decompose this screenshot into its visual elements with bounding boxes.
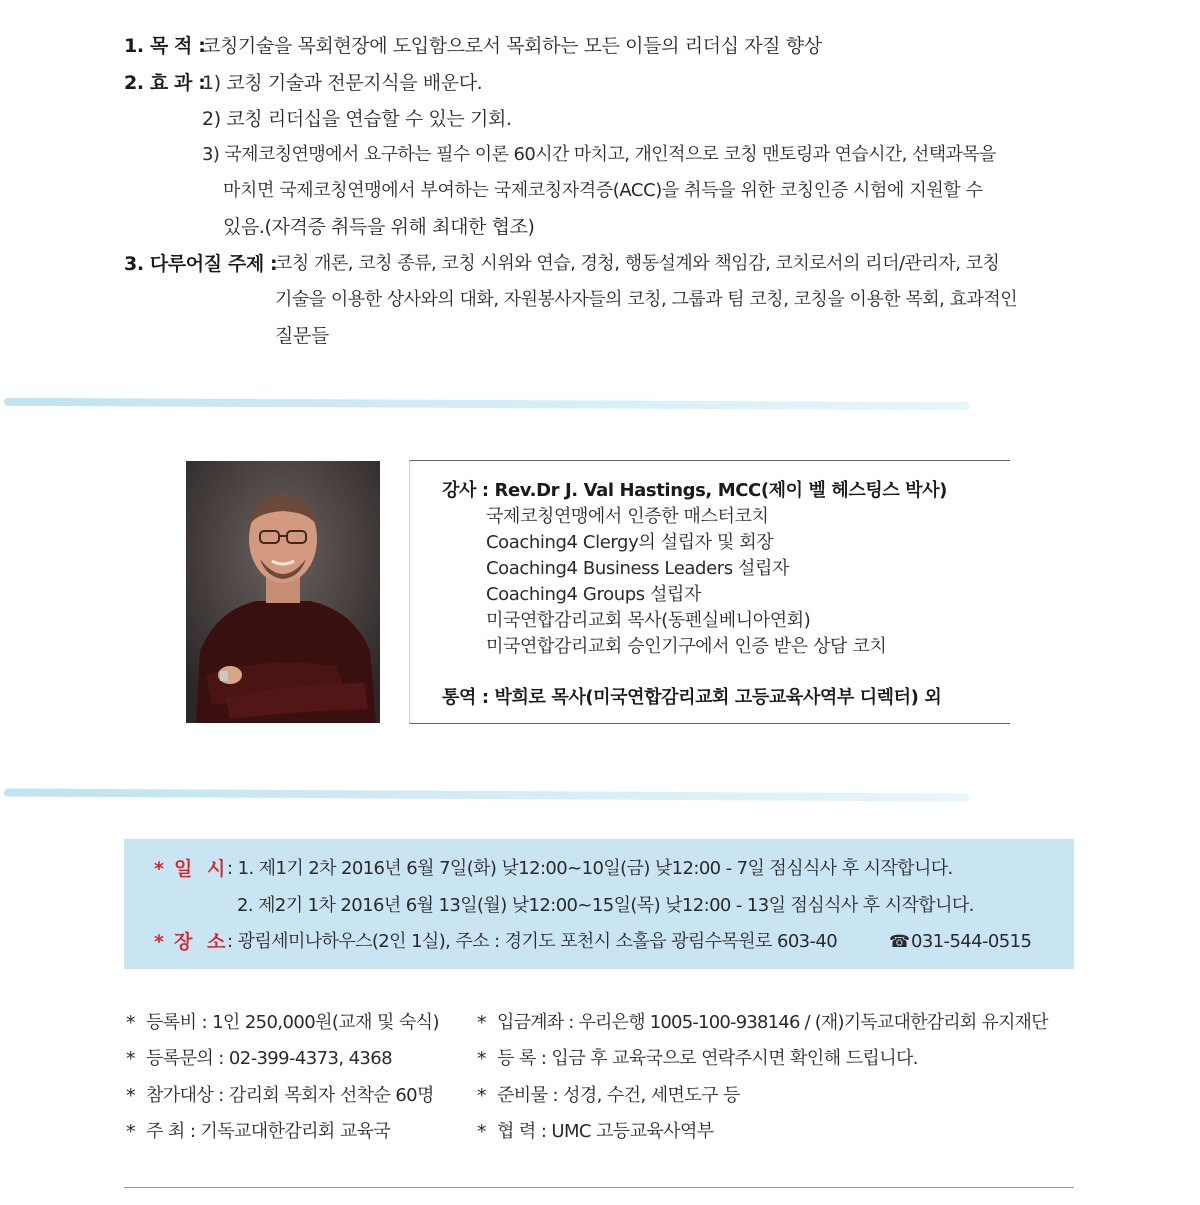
topics-line-2: 기술을 이용한 상사와의 대화, 자원봉사자들의 코칭, 그룹과 팀 코칭, 코칭을 이용한 목회, 효과적인	[275, 289, 1018, 310]
detail-item: 준비물 : 성경, 수건, 세면도구 등	[497, 1085, 740, 1106]
instructor-portrait-image	[186, 461, 380, 723]
credential-item: 국제코칭연맹에서 인증한 매스터코치	[486, 506, 769, 527]
date-label: 일 시	[174, 858, 230, 880]
bullet-star: *	[477, 1012, 487, 1034]
place-star: *	[154, 931, 164, 953]
effect-item-3-line-2: 마치면 국제코칭연맹에서 부여하는 국제코칭자격증(ACC)을 취득을 위한 코칭인증 시험에 지원할 수	[223, 180, 983, 201]
date-line-2: 2. 제2기 1차 2016년 6월 13일(월) 낮12:00~15일(목) 낮12:00 - 13일 점심식사 후 시작합니다.	[237, 895, 974, 916]
bullet-star: *	[126, 1048, 136, 1070]
bullet-star: *	[126, 1085, 136, 1107]
effect-item-3-line-1: 3) 국제코칭연맹에서 요구하는 필수 이론 60시간 마치고, 개인적으로 코칭 맨토링과 연습시간, 선택과목을	[202, 144, 996, 165]
purpose-label: 1. 목 적 :	[124, 35, 206, 57]
instructor-heading: 강사 : Rev.Dr J. Val Hastings, MCC(제이 벨 헤스팅스 박사)	[442, 480, 947, 501]
date-line-1: : 1. 제1기 2차 2016년 6월 7일(화) 낮12:00~10일(금) 낮12:00 - 7일 점심식사 후 시작합니다.	[227, 858, 953, 879]
instructor-info-box	[409, 460, 1010, 724]
bottom-rule	[124, 1187, 1074, 1188]
detail-item: 등록비 : 1인 250,000원(교재 및 숙식)	[146, 1012, 439, 1033]
detail-item: 입금계좌 : 우리은행 1005-100-938146 / (재)기독교대한감리회 유지재단	[497, 1012, 1048, 1033]
divider-stripe-bottom	[4, 788, 970, 801]
interpreter-line: 통역 : 박희로 목사(미국연합감리교회 고등교육사역부 디렉터) 외	[442, 687, 942, 708]
credential-item: Coaching4 Clergy의 설립자 및 회장	[486, 532, 774, 553]
detail-item: 참가대상 : 감리회 목회자 선착순 60명	[146, 1085, 434, 1106]
instructor-photo	[186, 461, 380, 723]
credential-item: Coaching4 Groups 설립자	[486, 584, 701, 605]
topics-label: 3. 다루어질 주제 :	[124, 253, 278, 275]
topics-line-3: 질문들	[275, 325, 329, 347]
bullet-star: *	[477, 1085, 487, 1107]
detail-item: 등 록 : 입금 후 교육국으로 연락주시면 확인해 드립니다.	[497, 1048, 918, 1069]
credential-item: 미국연합감리교회 승인기구에서 인증 받은 상담 코치	[486, 636, 887, 657]
effect-item-1: 1) 코칭 기술과 전문지식을 배운다.	[202, 72, 483, 94]
place-label: 장 소	[174, 931, 230, 953]
schedule-box	[124, 839, 1074, 969]
effect-item-3-line-3: 있음.(자격증 취득을 위해 최대한 협조)	[223, 216, 535, 238]
detail-item: 주 최 : 기독교대한감리회 교육국	[146, 1121, 391, 1142]
place-line: : 광림세미나하우스(2인 1실), 주소 : 경기도 포천시 소홀읍 광림수목원로 603-40	[227, 931, 838, 952]
credential-item: 미국연합감리교회 목사(동펜실베니아연회)	[486, 610, 811, 631]
effect-label: 2. 효 과 :	[124, 72, 206, 94]
bullet-star: *	[477, 1121, 487, 1143]
phone-number: 031-544-0515	[911, 931, 1032, 952]
purpose-text: 코칭기술을 목회현장에 도입함으로서 목회하는 모든 이들의 리더십 자질 향상	[202, 35, 822, 57]
detail-item: 등록문의 : 02-399-4373, 4368	[146, 1048, 392, 1069]
divider-stripe-top	[4, 398, 970, 410]
credential-item: Coaching4 Business Leaders 설립자	[486, 558, 790, 579]
phone-icon: ☎	[889, 932, 910, 952]
bullet-star: *	[477, 1048, 487, 1070]
detail-item: 협 력 : UMC 고등교육사역부	[497, 1121, 714, 1142]
date-star: *	[154, 858, 164, 880]
bullet-star: *	[126, 1121, 136, 1143]
effect-item-2: 2) 코칭 리더십을 연습할 수 있는 기회.	[202, 108, 512, 130]
bullet-star: *	[126, 1012, 136, 1034]
topics-line-1: 코칭 개론, 코칭 종류, 코칭 시위와 연습, 경청, 행동설계와 책임감, 코치로서의 리더/관리자, 코칭	[275, 253, 1000, 274]
